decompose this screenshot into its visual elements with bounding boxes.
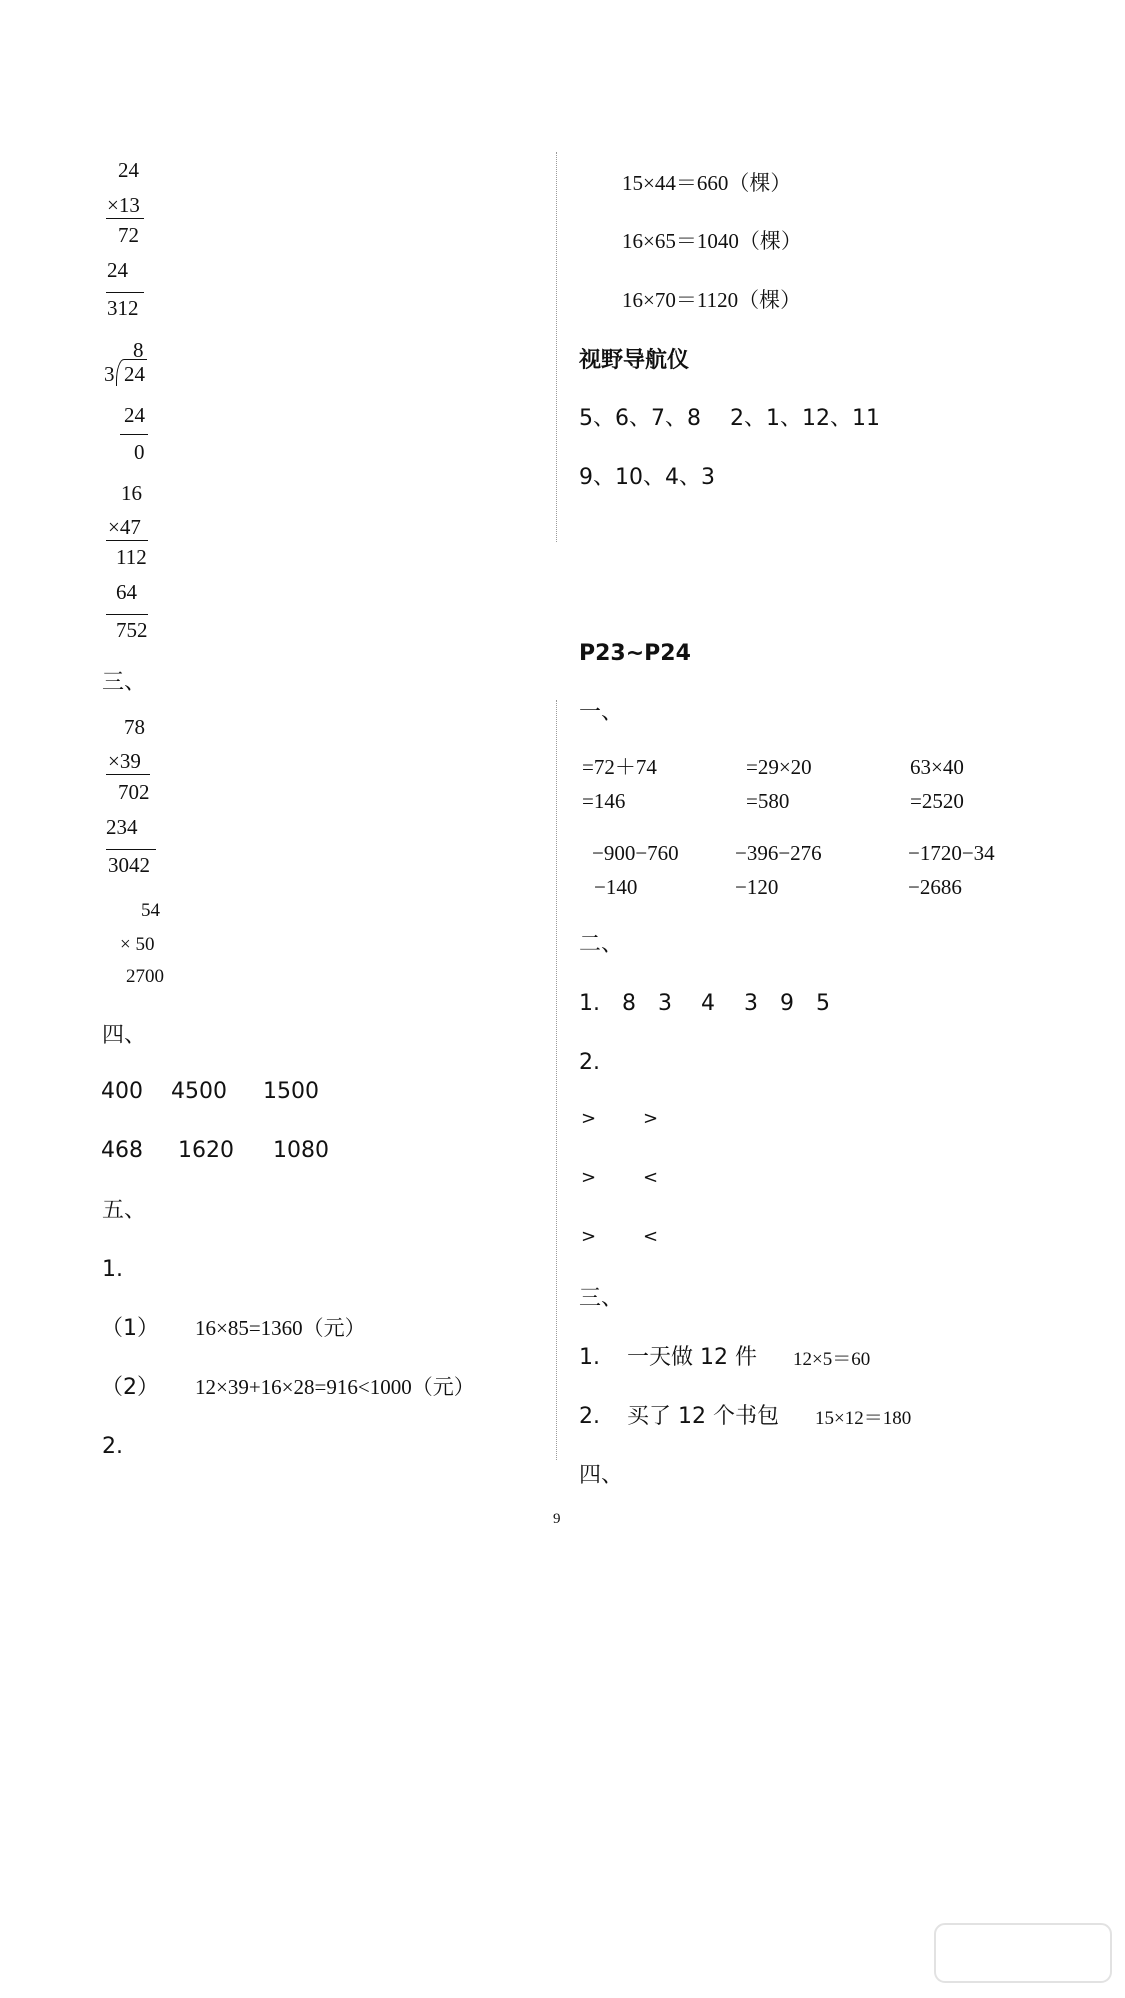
question-2-label: 2. (102, 1434, 123, 1459)
calc1-multiplier: ×13 (107, 193, 140, 217)
calc1-multiplicand: 24 (118, 158, 139, 182)
section-2-label: 二、 (579, 932, 624, 957)
calc2-multiplicand: 16 (121, 481, 142, 505)
section-3-q1-calc: 12×5＝60 (793, 1349, 871, 1370)
section-3-q1-answer: 一天做 12 件 (627, 1345, 757, 1370)
section-3-q1-number: 1. (579, 1345, 600, 1370)
division-quotient: 8 (133, 338, 144, 362)
grid-r3c3: −1720−34 (908, 841, 995, 865)
calc2-line (106, 540, 148, 541)
answer-1080: 1080 (273, 1138, 329, 1163)
section-3-q2-calc: 15×12＝180 (815, 1408, 912, 1429)
column-divider-bottom (556, 700, 557, 1460)
tree-equation-2: 16×65＝1040（棵） (622, 229, 802, 253)
answer-1620: 1620 (178, 1138, 234, 1163)
column-divider-top (556, 152, 557, 542)
section-3-right-label: 三、 (579, 1286, 624, 1311)
compare-r1c1: > (581, 1108, 597, 1129)
section-3-q2-number: 2. (579, 1404, 600, 1429)
calc2-partial1: 112 (116, 545, 147, 569)
calc3-line2 (106, 849, 156, 850)
calc4-result: 2700 (126, 966, 164, 987)
division-line (120, 434, 148, 435)
section-heading-navigator: 视野导航仪 (579, 348, 690, 373)
answer-1500: 1500 (263, 1079, 319, 1104)
answer-468: 468 (101, 1138, 143, 1163)
calc2-line2 (106, 614, 148, 615)
calc1-partial1: 72 (118, 223, 139, 247)
grid-r4c1: −140 (594, 875, 638, 899)
calc4-multiplier: × 50 (120, 934, 155, 955)
calc4-multiplicand: 54 (141, 900, 160, 921)
compare-r3c1: > (581, 1226, 597, 1247)
question-1-2-answer: 12×39+16×28=916<1000（元） (195, 1375, 475, 1399)
grid-r2c1: =146 (582, 789, 626, 813)
calc3-result: 3042 (108, 853, 150, 877)
grid-r3c2: −396−276 (735, 841, 822, 865)
division-divisor: 3 (104, 362, 115, 386)
page-range-heading: P23~P24 (579, 641, 691, 666)
grid-r4c3: −2686 (908, 875, 962, 899)
navigator-answer-1: 5、6、7、8 2、1、12、11 (579, 406, 880, 431)
section-3-q2-answer: 买了 12 个书包 (627, 1404, 779, 1429)
calc3-partial2: 234 (106, 815, 138, 839)
grid-r1c1: =72＋74 (582, 755, 657, 779)
section-2-question-2: 2. (579, 1050, 600, 1075)
section-4-right-label: 四、 (579, 1463, 624, 1488)
grid-r2c2: =580 (746, 789, 790, 813)
grid-r4c2: −120 (735, 875, 779, 899)
watermark-logo (933, 1922, 1113, 1984)
page-number: 9 (553, 1511, 561, 1527)
calc2-result: 752 (116, 618, 148, 642)
calc2-partial2: 64 (116, 580, 137, 604)
section-3-label: 三、 (102, 670, 147, 695)
division-remainder: 0 (134, 440, 145, 464)
question-1-label: 1. (102, 1257, 123, 1282)
division-dividend: 24 (124, 362, 145, 386)
section-2-answer-1: 1. 8 3 4 3 9 5 (579, 991, 830, 1016)
grid-r3c1: −900−760 (592, 841, 679, 865)
calc1-line (106, 218, 144, 219)
calc2-multiplier: ×47 (108, 515, 141, 539)
division-subtract: 24 (124, 403, 145, 427)
compare-r2c2: < (643, 1167, 659, 1188)
calc3-partial1: 702 (118, 780, 150, 804)
calc1-line2 (106, 292, 144, 293)
calc3-multiplier: ×39 (108, 749, 141, 773)
grid-r1c2: =29×20 (746, 755, 812, 779)
section-5-label: 五、 (102, 1198, 147, 1223)
compare-r3c2: < (643, 1226, 659, 1247)
calc3-multiplicand: 78 (124, 715, 145, 739)
question-1-1-answer: 16×85=1360（元） (195, 1316, 366, 1340)
compare-r2c1: > (581, 1167, 597, 1188)
grid-r1c3: 63×40 (910, 755, 964, 779)
question-1-1-label: （1） (101, 1316, 159, 1341)
answer-4500: 4500 (171, 1079, 227, 1104)
navigator-answer-2: 9、10、4、3 (579, 465, 715, 490)
compare-r1c2: > (643, 1108, 659, 1129)
section-4-label: 四、 (102, 1023, 147, 1048)
calc1-partial2: 24 (107, 258, 128, 282)
grid-r2c3: =2520 (910, 789, 964, 813)
section-1-label: 一、 (579, 700, 624, 725)
question-1-2-label: （2） (101, 1375, 159, 1400)
answer-400: 400 (101, 1079, 143, 1104)
tree-equation-3: 16×70＝1120（棵） (622, 288, 802, 312)
calc3-line (106, 774, 150, 775)
calc1-result: 312 (107, 296, 139, 320)
tree-equation-1: 15×44＝660（棵） (622, 171, 792, 195)
